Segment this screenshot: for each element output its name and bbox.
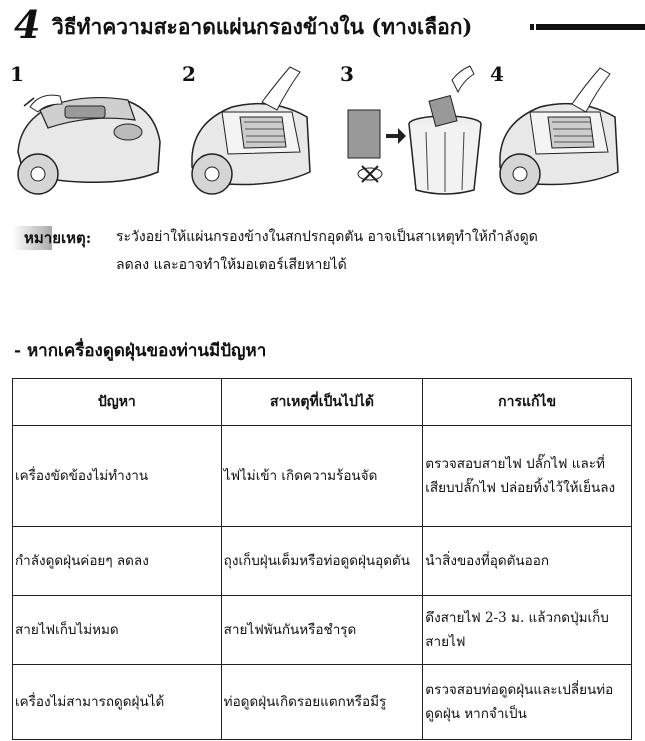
step-number: 4: [490, 62, 504, 86]
troubleshooting-heading: - หากเครื่องดูดฝุ่นของท่านมีปัญหา: [14, 341, 267, 361]
table-row: [13, 426, 632, 527]
step-number: 2: [182, 62, 196, 86]
cell-fix: ดึงสายไฟ 2-3 ม. แล้วกดปุ่มเก็บสายไฟ: [423, 596, 632, 665]
step-number: 3: [340, 62, 354, 86]
step-number: 1: [10, 62, 24, 86]
vacuum-remove-filter-icon: [182, 62, 332, 202]
section-step-number: 4: [14, 2, 41, 47]
table-header-row: [13, 379, 632, 426]
vacuum-lid-open-icon: [10, 62, 170, 202]
cell-problem: สายไฟเก็บไม่หมด: [13, 596, 222, 665]
cell-cause: ท่อดูดฝุ่นเกิดรอยแตกหรือมีรู: [221, 665, 423, 740]
cell-problem: เครื่องไม่สามารถดูดฝุ่นได้: [13, 665, 222, 740]
note-box: [12, 218, 632, 288]
step-4: [490, 62, 640, 202]
vacuum-insert-filter-icon: [490, 62, 640, 202]
header-fix: การแก้ไข: [423, 379, 632, 426]
discard-filter-icon: [340, 62, 490, 202]
page-title: วิธีทำความสะอาดแผ่นกรองข้างใน (ทางเลือก): [52, 14, 473, 39]
cell-fix: ตรวจสอบสายไฟ ปลั๊กไฟ และที่เสียบปลั๊กไฟ ปล่อยทิ้งไว้ให้เย็นลง: [423, 426, 632, 527]
step-1: [10, 62, 170, 202]
cell-problem: เครื่องขัดข้องไม่ทำงาน: [13, 426, 222, 527]
section-header: [14, 2, 634, 47]
header-problem: ปัญหา: [13, 379, 222, 426]
cell-cause: ไฟไม่เข้า เกิดความร้อนจัด: [221, 426, 423, 527]
table-row: [13, 596, 632, 665]
note-text-line-1: ระวังอย่าให้แผ่นกรองข้างในสกปรกอุดตัน อาจเป็นสาเหตุทำให้กำลังดูด: [116, 229, 538, 245]
cell-cause: สายไฟพันกันหรือชำรุด: [221, 596, 423, 665]
cell-fix: นำสิ่งของที่อุดตันออก: [423, 527, 632, 596]
step-2: [182, 62, 332, 202]
cell-problem: กำลังดูดฝุ่นค่อยๆ ลดลง: [13, 527, 222, 596]
note-label: หมายเหตุ:: [24, 229, 92, 247]
troubleshooting-table: [12, 378, 632, 740]
table-row: [13, 665, 632, 740]
title-decoration-bar: [536, 24, 645, 30]
cell-cause: ถุงเก็บฝุ่นเต็มหรือท่อดูดฝุ่นอุดตัน: [221, 527, 423, 596]
step-3: [340, 62, 490, 202]
step-illustrations: [10, 62, 640, 202]
note-text-line-2: ลดลง และอาจทำให้มอเตอร์เสียหายได้: [116, 257, 347, 273]
table-row: [13, 527, 632, 596]
header-cause: สาเหตุที่เป็นไปได้: [221, 379, 423, 426]
cell-fix: ตรวจสอบท่อดูดฝุ่นและเปลี่ยนท่อดูดฝุ่น หากจำเป็น: [423, 665, 632, 740]
